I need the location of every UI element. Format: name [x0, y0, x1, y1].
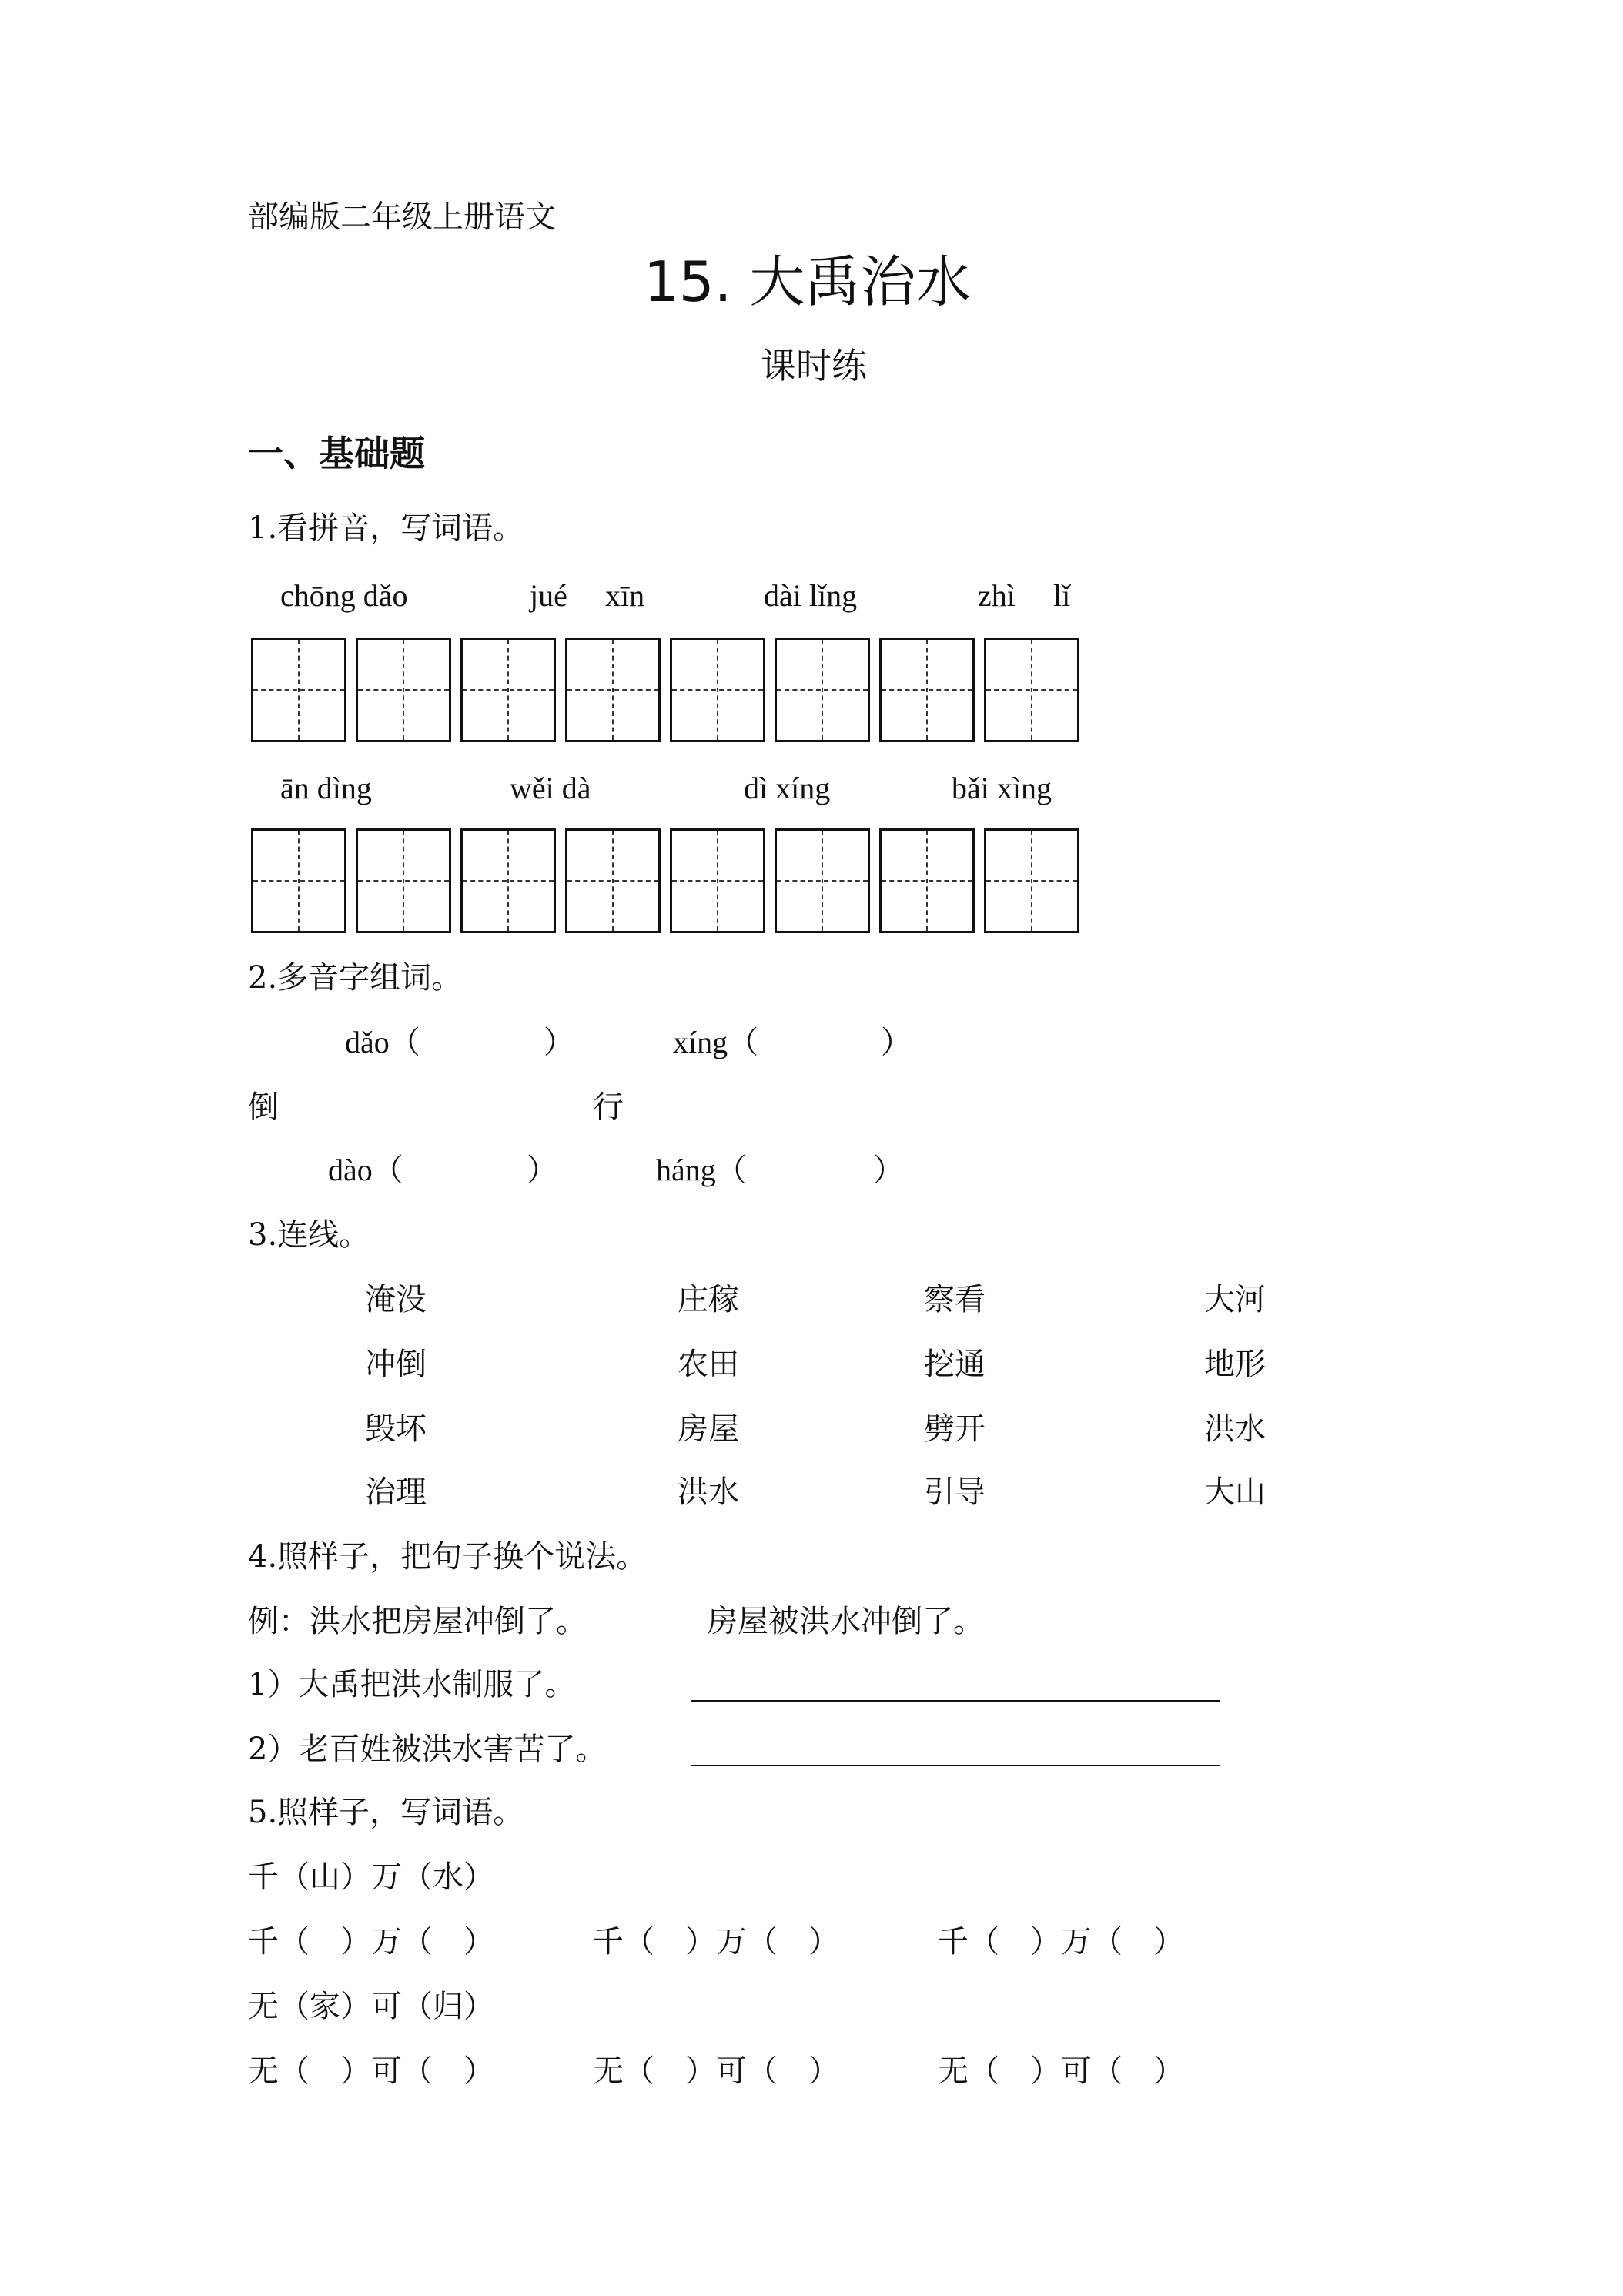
- writing-cell[interactable]: [984, 638, 1079, 742]
- match-word[interactable]: 洪水: [678, 1474, 739, 1510]
- q4-item-2: 2）老百姓被洪水害苦了。: [248, 1732, 607, 1767]
- writing-cell[interactable]: [356, 638, 451, 742]
- writing-cell[interactable]: [775, 828, 870, 933]
- match-word[interactable]: 洪水: [1204, 1411, 1266, 1447]
- match-word[interactable]: 地形: [1204, 1347, 1266, 1382]
- writing-cell[interactable]: [251, 638, 346, 742]
- writing-cell[interactable]: [879, 638, 975, 742]
- q5-blank[interactable]: 千（ ）万（ ）: [248, 1924, 494, 1960]
- pinyin-zhi: zhì: [978, 578, 1016, 613]
- pinyin-jue: jué: [530, 578, 567, 613]
- match-word[interactable]: 农田: [678, 1347, 739, 1382]
- writing-cell[interactable]: [984, 828, 1079, 933]
- writing-cell[interactable]: [670, 638, 765, 742]
- match-word[interactable]: 劈开: [924, 1411, 986, 1447]
- polyphone-char-dao: 倒: [248, 1089, 279, 1125]
- match-word[interactable]: 大河: [1204, 1282, 1266, 1317]
- writing-cell[interactable]: [565, 828, 661, 933]
- series-header: 部编版二年级上册语文: [248, 199, 556, 235]
- answer-line[interactable]: [691, 1765, 1220, 1766]
- match-word[interactable]: 庄稼: [678, 1282, 739, 1317]
- q4-item-1: 1）大禹把洪水制服了。: [248, 1667, 576, 1702]
- writing-cell[interactable]: [460, 638, 556, 742]
- match-word[interactable]: 引导: [924, 1474, 986, 1510]
- page-title: 15. 大禹治水: [644, 249, 972, 314]
- writing-cell[interactable]: [356, 828, 451, 933]
- paren-close: ）: [873, 1153, 904, 1187]
- q1-label: 1.看拼音，写词语。: [248, 510, 524, 546]
- match-word[interactable]: 挖通: [924, 1347, 986, 1382]
- q5-blank[interactable]: 千（ ）万（ ）: [593, 1924, 839, 1960]
- q5-example-2: 无（家）可（归）: [248, 1989, 494, 2024]
- q4-example-active: 例：洪水把房屋冲倒了。: [248, 1604, 587, 1639]
- polyphone-xing-second: xíng（: [673, 1025, 759, 1059]
- pinyin-bai-xing: bǎi xìng: [952, 771, 1052, 805]
- page-subtitle: 课时练: [761, 345, 867, 387]
- writing-cell[interactable]: [670, 828, 765, 933]
- writing-cell[interactable]: [251, 828, 346, 933]
- q2-label: 2.多音字组词。: [248, 960, 463, 996]
- pinyin-an-ding: ān dìng: [280, 771, 372, 805]
- match-word[interactable]: 毁坏: [365, 1411, 427, 1447]
- paren-close: ）: [881, 1025, 912, 1059]
- q5-blank[interactable]: 千（ ）万（ ）: [938, 1924, 1184, 1960]
- match-word[interactable]: 察看: [924, 1282, 986, 1317]
- q4-example-passive: 房屋被洪水冲倒了。: [707, 1604, 984, 1639]
- q5-label: 5.照样子，写词语。: [248, 1795, 524, 1830]
- pinyin-chong-dao: chōng dǎo: [280, 578, 408, 613]
- pinyin-xin: xīn: [605, 578, 645, 613]
- pinyin-di-xing: dì xíng: [744, 771, 831, 805]
- q5-blank[interactable]: 无（ ）可（ ）: [938, 2053, 1184, 2089]
- q3-label: 3.连线。: [248, 1217, 370, 1253]
- paren-close: ）: [527, 1153, 557, 1187]
- match-word[interactable]: 冲倒: [365, 1347, 427, 1382]
- polyphone-hang: háng（: [656, 1153, 747, 1187]
- polyphone-dao-fourth: dào（: [328, 1153, 403, 1187]
- writing-cell[interactable]: [565, 638, 661, 742]
- pinyin-wei-da: wěi dà: [510, 771, 591, 805]
- writing-cell[interactable]: [460, 828, 556, 933]
- section-basic: 一、基础题: [248, 433, 425, 474]
- match-word[interactable]: 大山: [1204, 1474, 1266, 1510]
- pinyin-dai-ling: dài lǐng: [764, 578, 858, 613]
- writing-cell[interactable]: [775, 638, 870, 742]
- polyphone-dao-third: dǎo（: [345, 1025, 420, 1059]
- pinyin-li: lǐ: [1053, 578, 1071, 613]
- polyphone-char-xing: 行: [593, 1089, 624, 1125]
- q5-blank[interactable]: 无（ ）可（ ）: [248, 2053, 494, 2089]
- match-word[interactable]: 淹没: [365, 1282, 427, 1317]
- paren-close: ）: [544, 1025, 574, 1059]
- answer-line[interactable]: [691, 1700, 1220, 1702]
- match-word[interactable]: 治理: [365, 1474, 427, 1510]
- q4-label: 4.照样子，把句子换个说法。: [248, 1539, 648, 1575]
- writing-cell[interactable]: [879, 828, 975, 933]
- q5-example-1: 千（山）万（水）: [248, 1859, 494, 1895]
- q5-blank[interactable]: 无（ ）可（ ）: [593, 2053, 839, 2089]
- match-word[interactable]: 房屋: [678, 1411, 739, 1447]
